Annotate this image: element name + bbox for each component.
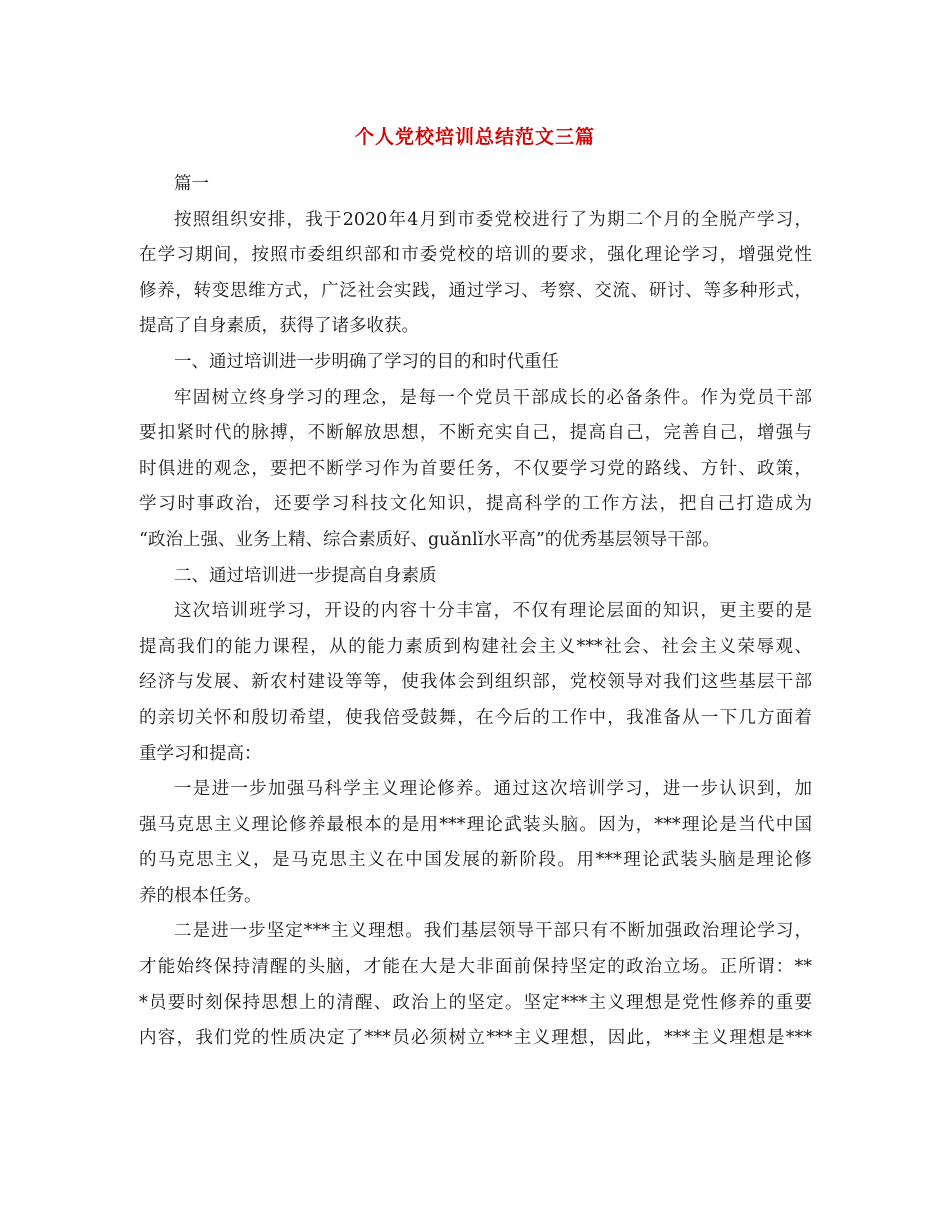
text-line: 提高了自身素质，获得了诸多收获。 bbox=[139, 316, 419, 337]
text-line: 内容，我们党的性质决定了***员必须树立***主义理想，因此，***主义理想是*** bbox=[139, 1028, 812, 1049]
text-line: 在学习期间，按照市委组织部和市委党校的培训的要求，强化理论学习，增强党性 bbox=[139, 245, 812, 266]
text-line: 强马克思主义理论修养最根本的是用***理论武装头脑。因为，***理论是当代中国 bbox=[139, 814, 812, 835]
text-line: 的亲切关怀和殷切希望，使我倍受鼓舞，在今后的工作中，我准备从一下几方面着 bbox=[139, 707, 812, 728]
text-line: 要扣紧时代的脉搏，不断解放思想，不断充实自己，提高自己，完善自己，增强与 bbox=[139, 423, 812, 444]
text-line: 这次培训班学习，开设的内容十分丰富，不仅有理论层面的知识，更主要的是 bbox=[174, 601, 812, 622]
text-line: 二、通过培训进一步提高自身素质 bbox=[174, 565, 437, 586]
text-line: 修养，转变思维方式，广泛社会实践，通过学习、考察、交流、研讨、等多种形式， bbox=[139, 280, 812, 301]
text-line: *员要时刻保持思想上的清醒、政治上的坚定。坚定***主义理想是党性修养的重要 bbox=[139, 992, 812, 1013]
text-line: 时俱进的观念，要把不断学习作为首要任务，不仅要学习党的路线、方针、政策， bbox=[139, 458, 812, 479]
document-title: 个人党校培训总结范文三篇 bbox=[354, 126, 595, 148]
text-line: 篇一 bbox=[174, 174, 209, 194]
text-line: 一是进一步加强马科学主义理论修养。通过这次培训学习，进一步认识到，加 bbox=[174, 779, 812, 800]
text-line: 重学习和提高： bbox=[139, 743, 262, 764]
text-line: 养的根本任务。 bbox=[139, 885, 262, 906]
text-line: “政治上强、业务上精、综合素质好、guǎnlǐ水平高”的优秀基层领导干部。 bbox=[139, 529, 720, 550]
text-line: 才能始终保持清醒的头脑，才能在大是大非面前保持坚定的政治立场。正所谓：** bbox=[139, 957, 812, 978]
text-line: 牢固树立终身学习的理念，是每一个党员干部成长的必备条件。作为党员干部 bbox=[174, 387, 812, 408]
text-line: 经济与发展、新农村建设等等，使我体会到组织部，党校领导对我们这些基层干部 bbox=[139, 672, 812, 693]
text-line: 提高我们的能力课程，从的能力素质到构建社会主义***社会、社会主义荣辱观、 bbox=[139, 636, 812, 657]
text-line: 按照组织安排，我于2020年4月到市委党校进行了为期二个月的全脱产学习， bbox=[174, 209, 812, 230]
text-line: 二是进一步坚定***主义理想。我们基层领导干部只有不断加强政治理论学习， bbox=[174, 921, 812, 942]
text-line: 一、通过培训进一步明确了学习的目的和时代重任 bbox=[174, 351, 559, 372]
document-body bbox=[139, 167, 812, 1057]
text-line: 的马克思主义，是马克思主义在中国发展的新阶段。用***理论武装头脑是理论修 bbox=[139, 850, 812, 871]
text-line: 学习时事政治，还要学习科技文化知识，提高科学的工作方法，把自己打造成为 bbox=[139, 494, 812, 515]
